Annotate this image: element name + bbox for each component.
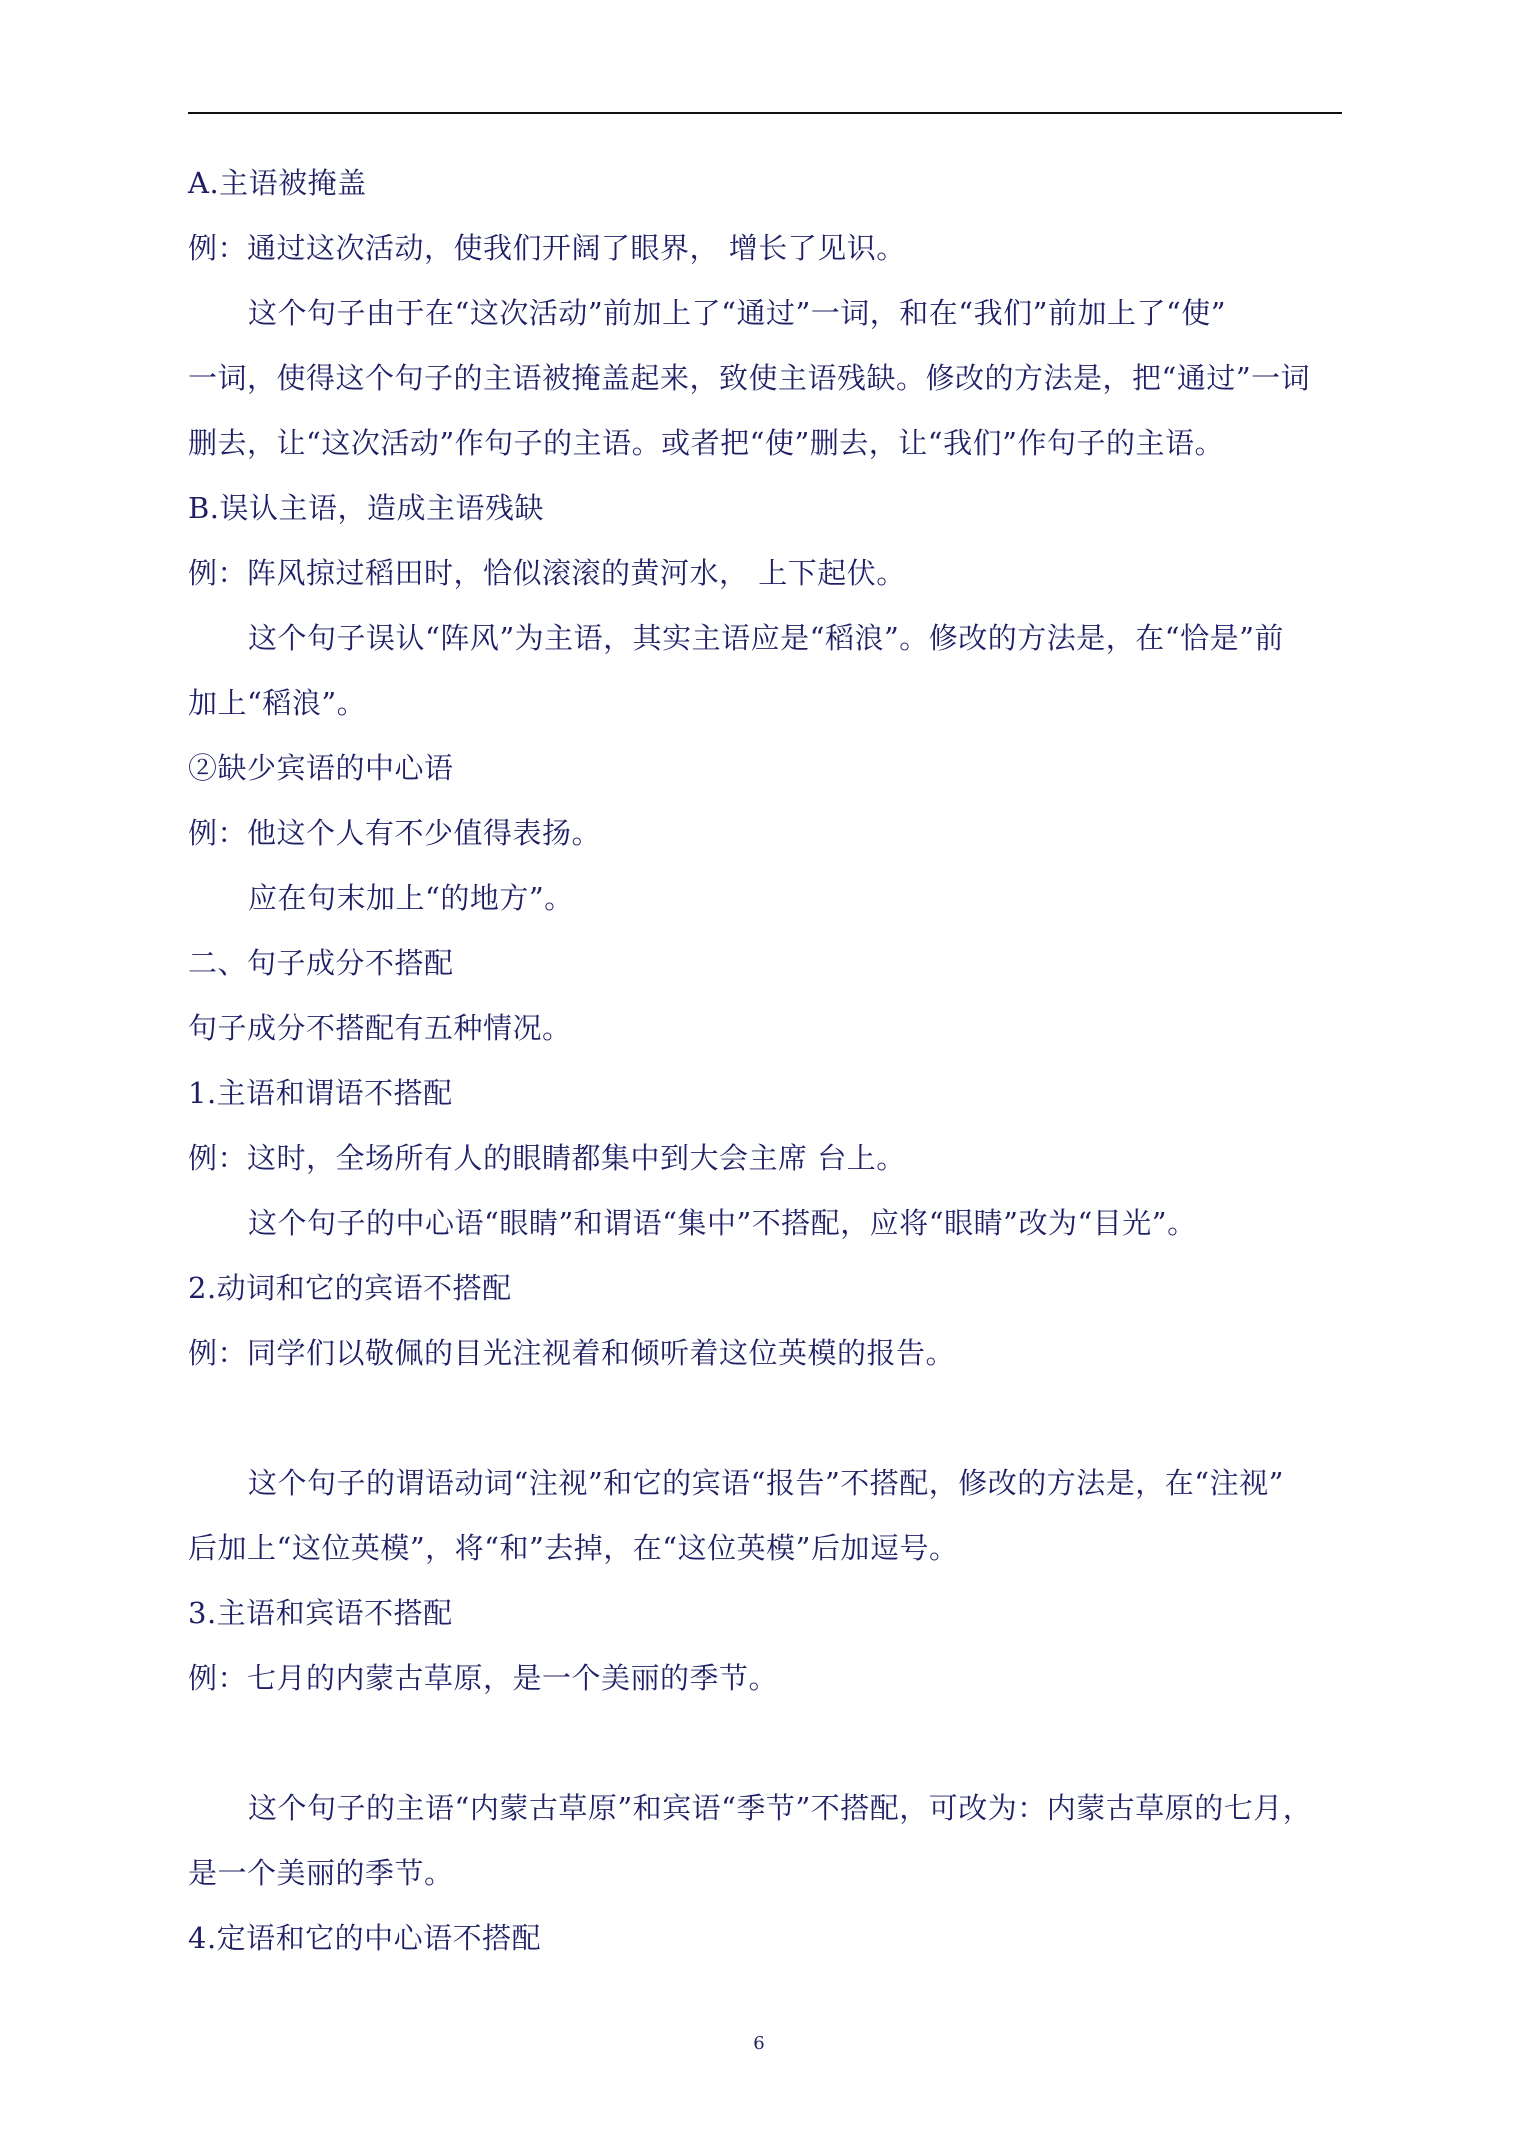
- item-heading-4: 4.定语和它的中心语不搭配: [188, 1921, 542, 1955]
- paragraph-line: 这个句子由于在“这次活动”前加上了“通过”一词，和在“我们”前加上了“使”: [248, 296, 1227, 330]
- section-heading-a: A.主语被掩盖: [188, 166, 367, 200]
- example-line: 例：同学们以敬佩的目光注视着和倾听着这位英模的报告。: [188, 1336, 956, 1370]
- page-number: 6: [753, 2033, 765, 2054]
- paragraph-line: 这个句子的主语“内蒙古草原”和宾语“季节”不搭配，可改为：内蒙古草原的七月，: [248, 1791, 1313, 1825]
- header-rule: [188, 112, 1342, 114]
- paragraph-line: 加上“稻浪”。: [188, 686, 367, 720]
- paragraph-line: 是一个美丽的季节。: [188, 1856, 454, 1890]
- example-line: 例：这时，全场所有人的眼睛都集中到大会主席 台上。: [188, 1141, 906, 1175]
- paragraph-line: 这个句子的中心语“眼睛”和谓语“集中”不搭配，应将“眼睛”改为“目光”。: [248, 1206, 1197, 1240]
- section-heading-2: 二、句子成分不搭配: [188, 946, 454, 980]
- paragraph-line: 后加上“这位英模”，将“和”去掉，在“这位英模”后加逗号。: [188, 1531, 959, 1565]
- example-line: 例：通过这次活动，使我们开阔了眼界， 增长了见识。: [188, 231, 906, 265]
- paragraph-line: 删去，让“这次活动”作句子的主语。或者把“使”删去，让“我们”作句子的主语。: [188, 426, 1224, 460]
- example-line: 例：他这个人有不少值得表扬。: [188, 816, 602, 850]
- example-line: 例：七月的内蒙古草原，是一个美丽的季节。: [188, 1661, 779, 1695]
- paragraph-line: 这个句子误认“阵风”为主语，其实主语应是“稻浪”。修改的方法是，在“恰是”前: [248, 621, 1284, 655]
- paragraph-line: 应在句末加上“的地方”。: [248, 881, 574, 915]
- item-heading-3: 3.主语和宾语不搭配: [188, 1596, 453, 1630]
- subsection-heading: ②缺少宾语的中心语: [188, 751, 454, 785]
- paragraph-line: 这个句子的谓语动词“注视”和它的宾语“报告”不搭配，修改的方法是，在“注视”: [248, 1466, 1284, 1500]
- item-heading-1: 1.主语和谓语不搭配: [188, 1076, 453, 1110]
- item-heading-2: 2.动词和它的宾语不搭配: [188, 1271, 512, 1305]
- example-line: 例：阵风掠过稻田时，恰似滚滚的黄河水， 上下起伏。: [188, 556, 906, 590]
- paragraph-line: 句子成分不搭配有五种情况。: [188, 1011, 572, 1045]
- section-heading-b: B.误认主语，造成主语残缺: [188, 491, 545, 525]
- paragraph-line: 一词，使得这个句子的主语被掩盖起来，致使主语残缺。修改的方法是，把“通过”一词: [188, 361, 1311, 395]
